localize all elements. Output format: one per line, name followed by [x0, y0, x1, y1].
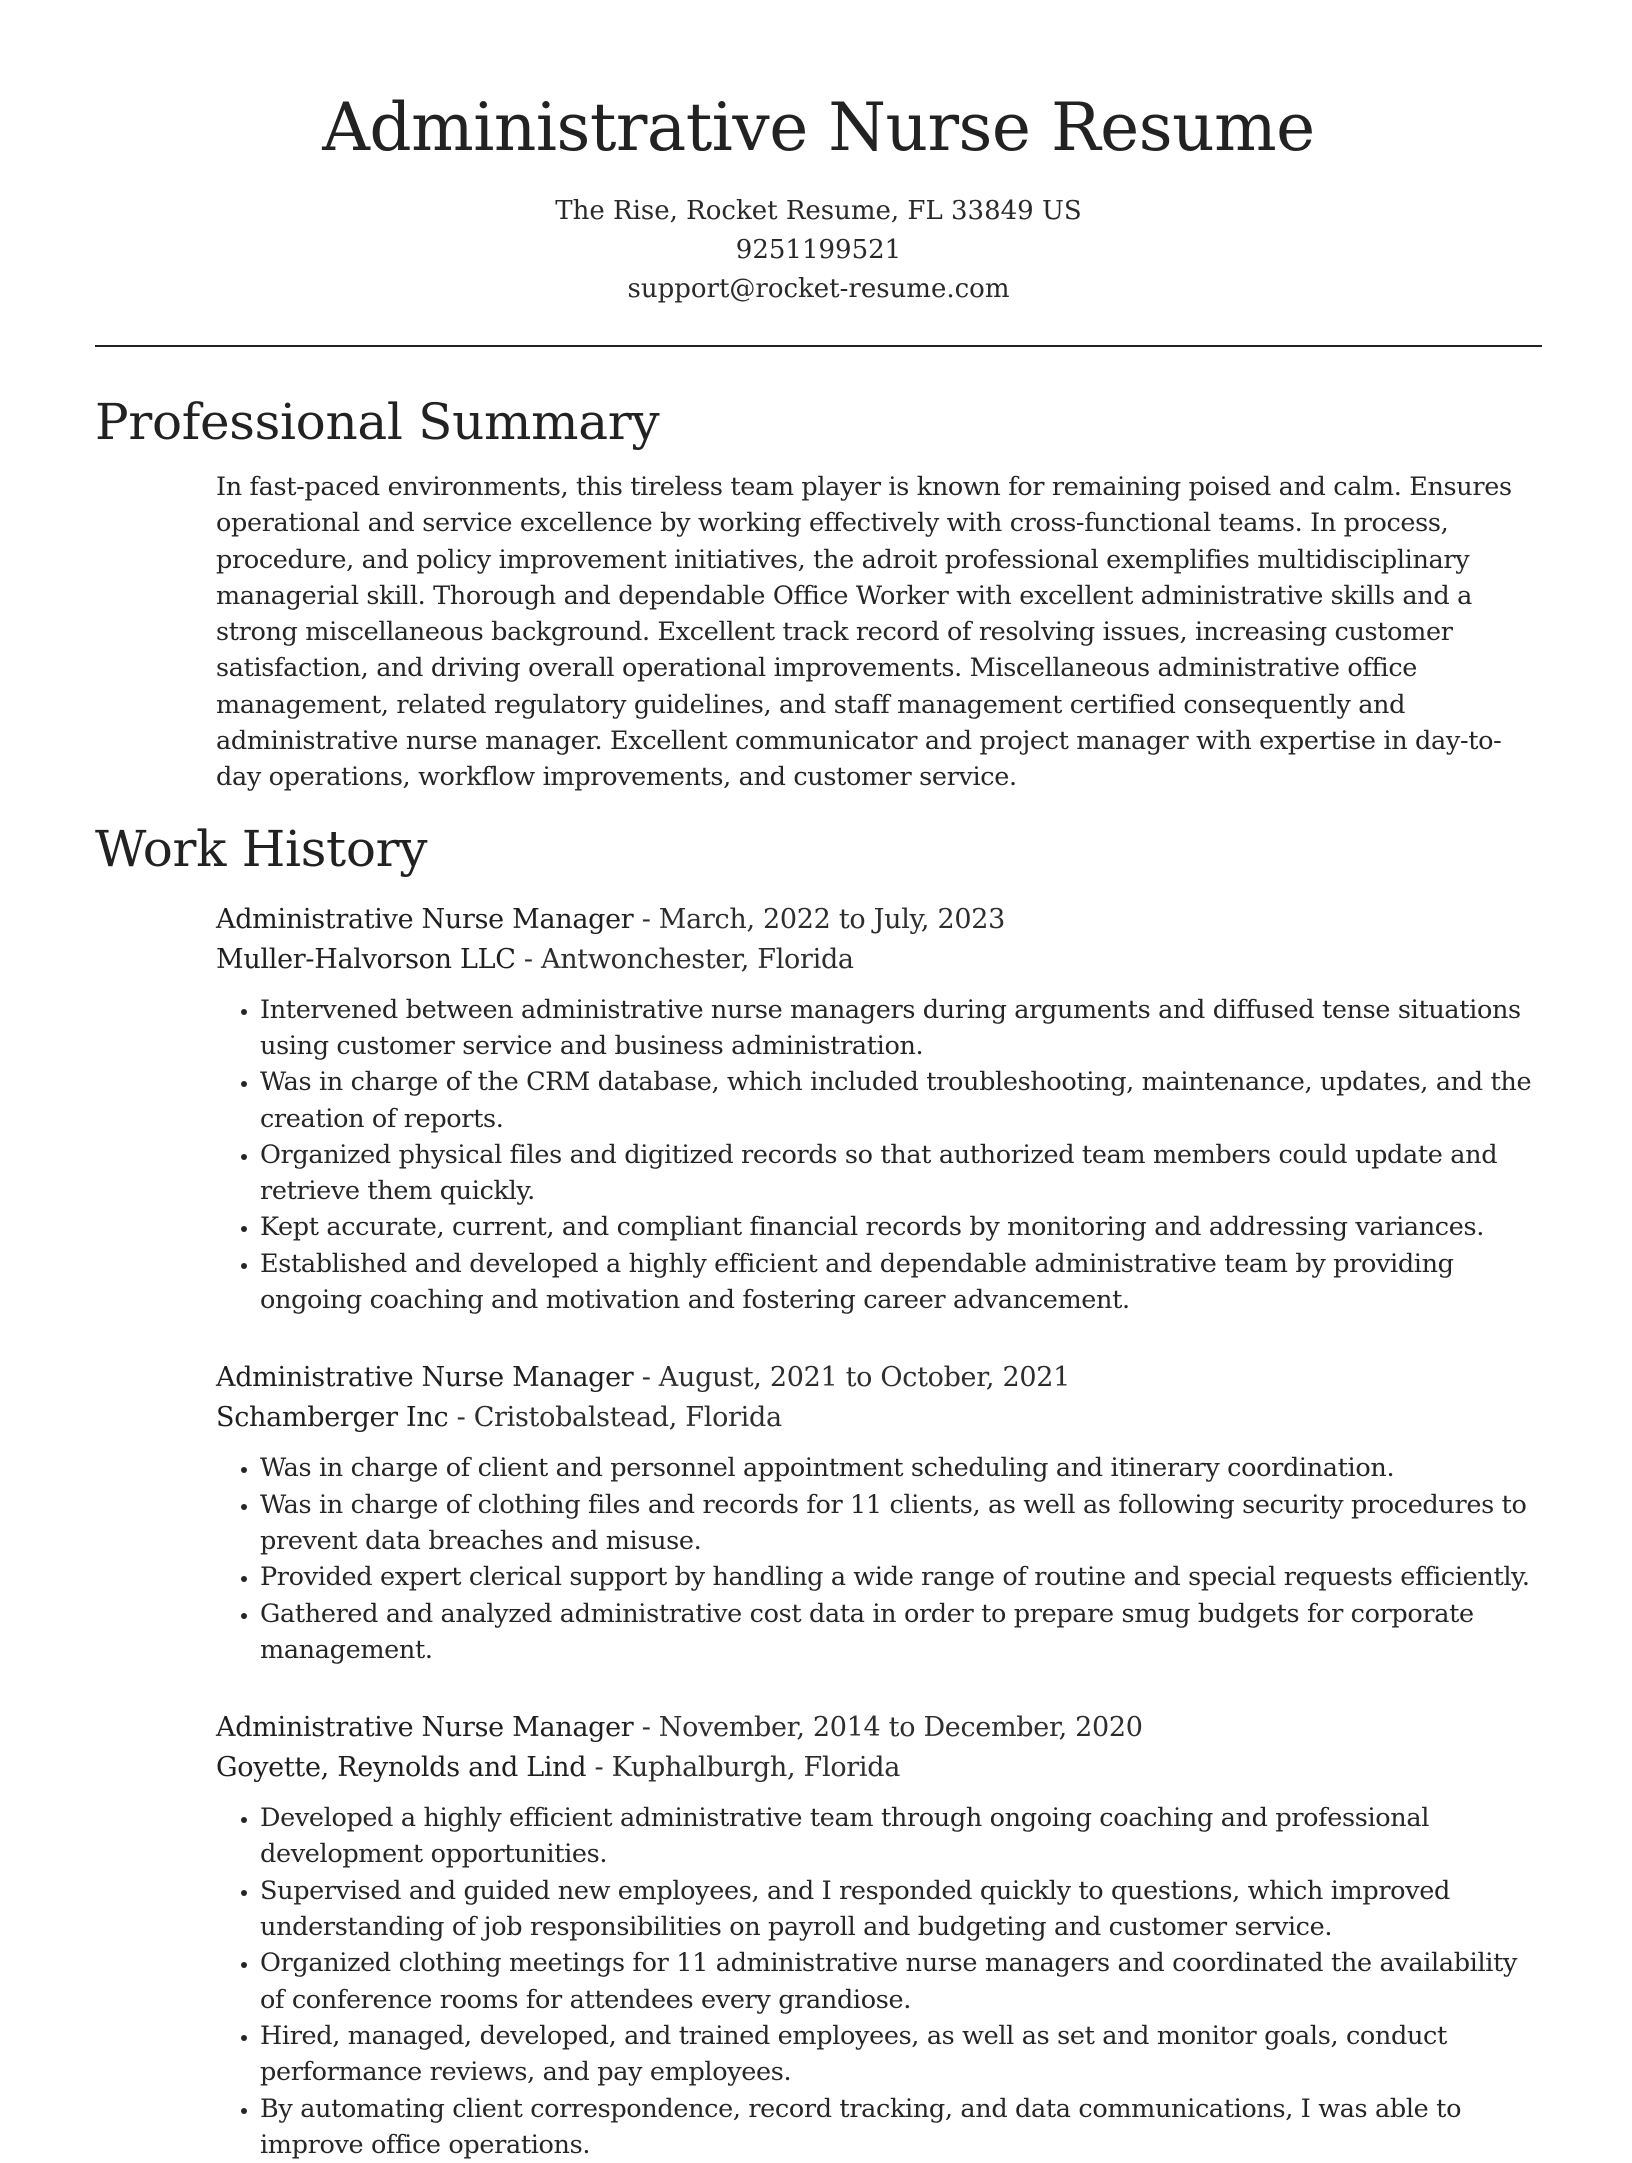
company-name: Goyette, Reynolds and Lind: [216, 1752, 586, 1783]
job-entry: [216, 1358, 1542, 1668]
job-title-line: [216, 1708, 1542, 1748]
phone-number: 9251199521: [95, 231, 1542, 270]
job-bullet: • Organized clothing meetings for 11 administrative nurse managers and coordinated the availability of conference rooms for attendees every grandiose.: [260, 1945, 1542, 2018]
separator: -: [516, 944, 541, 975]
job-bullet: • Organized physical files and digitized records so that authorized team members could update and retrieve them quickly.: [260, 1137, 1542, 1210]
professional-summary-section: [95, 389, 1542, 796]
separator: -: [633, 1712, 658, 1743]
company-name: Schamberger Inc: [216, 1402, 448, 1433]
job-dates: March, 2022 to July, 2023: [659, 904, 1005, 935]
job-company-line: [216, 940, 1542, 980]
header-divider: [95, 345, 1542, 347]
job-bullet: • Hired, managed, developed, and trained employees, as well as set and monitor goals, conduct performance reviews, and pay employees.: [260, 2018, 1542, 2091]
work-history-section: [95, 816, 1542, 2163]
separator: -: [586, 1752, 611, 1783]
section-heading-work-history: Work History: [95, 816, 1542, 882]
company-name: Muller-Halvorson LLC: [216, 944, 516, 975]
resume-page: [95, 0, 1542, 2163]
job-location: Cristobalstead, Florida: [474, 1402, 782, 1433]
job-company-line: [216, 1748, 1542, 1788]
section-heading-summary: Professional Summary: [95, 389, 1542, 455]
job-location: Kuphalburgh, Florida: [612, 1752, 900, 1783]
separator: -: [633, 1362, 658, 1393]
job-bullet: • Gathered and analyzed administrative cost data in order to prepare smug budgets for corporate management.: [260, 1596, 1542, 1669]
job-company-line: [216, 1398, 1542, 1438]
job-title-line: [216, 900, 1542, 940]
work-history-body: [216, 900, 1542, 2163]
summary-paragraph: In fast-paced environments, this tireless team player is known for remaining poised and calm. Ensures operational and service excellence by working effectively with cross-functional teams. In process, procedure, and policy improvement initiatives, the adroit professional exemplifies multidisciplinary managerial skill. Thorough and dependable Office Worker with excellent administrative skills and a strong miscellaneous background. Excellent track record of resolving issues, increasing customer satisfaction, and driving overall operational improvements. Miscellaneous administrative office management, related regulatory guidelines, and staff management certified consequently and administrative nurse manager. Excellent communicator and project manager with expertise in day-to-day operations, workflow improvements, and customer service.: [216, 469, 1542, 796]
email-address: support@rocket-resume.com: [95, 270, 1542, 309]
job-title: Administrative Nurse Manager: [216, 1362, 633, 1393]
job-title: Administrative Nurse Manager: [216, 904, 633, 935]
contact-info: [95, 192, 1542, 309]
job-entry: [216, 900, 1542, 1319]
job-bullet-list: [216, 1450, 1542, 1668]
job-bullet: • Developed a highly efficient administrative team through ongoing coaching and professional development opportunities.: [260, 1800, 1542, 1873]
job-bullet-list: [216, 1800, 1542, 2163]
job-bullet: • Established and developed a highly efficient and dependable administrative team by providing ongoing coaching and motivation and fostering career advancement.: [260, 1246, 1542, 1319]
summary-body: [216, 469, 1542, 796]
job-bullet: • By automating client correspondence, record tracking, and data communications, I was able to improve office operations.: [260, 2091, 1542, 2163]
address: The Rise, Rocket Resume, FL 33849 US: [95, 192, 1542, 231]
job-bullet: • Was in charge of clothing files and records for 11 clients, as well as following security procedures to prevent data breaches and misuse.: [260, 1487, 1542, 1560]
job-location: Antwonchester, Florida: [541, 944, 854, 975]
job-bullet-list: [216, 992, 1542, 1319]
job-bullet: • Was in charge of the CRM database, which included troubleshooting, maintenance, updates, and the creation of reports.: [260, 1064, 1542, 1137]
job-bullet: • Kept accurate, current, and compliant financial records by monitoring and addressing variances.: [260, 1209, 1542, 1245]
job-title-line: [216, 1358, 1542, 1398]
resume-title: Administrative Nurse Resume: [95, 84, 1542, 172]
job-dates: August, 2021 to October, 2021: [659, 1362, 1070, 1393]
job-entry: [216, 1708, 1542, 2163]
job-title: Administrative Nurse Manager: [216, 1712, 633, 1743]
job-bullet: • Provided expert clerical support by handling a wide range of routine and special requests efficiently.: [260, 1559, 1542, 1595]
job-dates: November, 2014 to December, 2020: [659, 1712, 1143, 1743]
job-bullet: • Supervised and guided new employees, and I responded quickly to questions, which improved understanding of job responsibilities on payroll and budgeting and customer service.: [260, 1873, 1542, 1946]
resume-header: [95, 0, 1542, 309]
separator: -: [633, 904, 658, 935]
separator: -: [448, 1402, 473, 1433]
job-bullet: • Intervened between administrative nurse managers during arguments and diffused tense situations using customer service and business administration.: [260, 992, 1542, 1065]
job-bullet: • Was in charge of client and personnel appointment scheduling and itinerary coordination.: [260, 1450, 1542, 1486]
